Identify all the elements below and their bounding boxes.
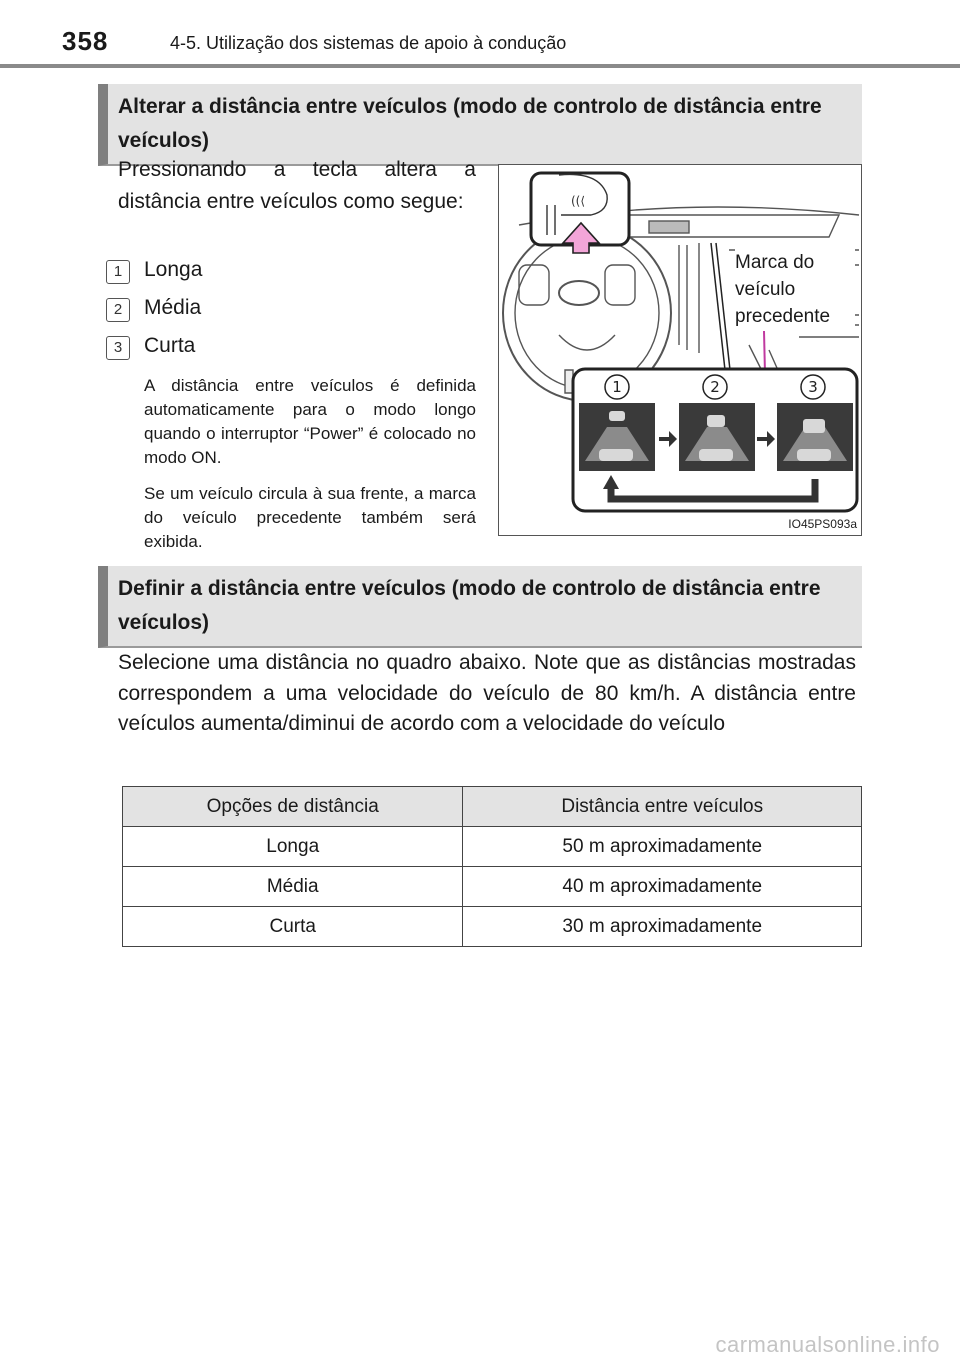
column-header: Distância entre veículos (463, 787, 862, 827)
note-auto-mode: A distância entre veículos é definida automaticamente para o modo longo quando o interruptor “Power” é colocado no modo ON. (144, 376, 476, 467)
column-header: Opções de distância (123, 787, 463, 827)
chapter-title: 4-5. Utilização dos sistemas de apoio à condução (170, 33, 567, 53)
watermark: carmanualsonline.info (715, 1332, 940, 1357)
number-badge: 2 (106, 298, 130, 322)
intro-paragraph: Pressionando a tecla altera a distância entre veículos como segue: (118, 158, 476, 213)
section-heading-alterar: Alterar a distância entre veículos (modo de controlo de distância entre veículos) (98, 84, 862, 166)
table-header-row (123, 787, 862, 827)
number-badge: 1 (106, 260, 130, 284)
distance-screens (579, 403, 853, 471)
page-number: 358 (62, 26, 109, 56)
cockpit-drawing (499, 165, 861, 535)
table-row (123, 907, 862, 947)
marker-2: 2 (710, 378, 720, 396)
marker-1: 1 (612, 378, 622, 396)
preceding-vehicle-label: Marca do veículo precedente (735, 249, 855, 330)
svg-text:((⟨: ((⟨ (571, 194, 586, 208)
list-label: Média (144, 296, 202, 319)
table-cell: Curta (123, 907, 463, 947)
table-cell: 50 m aproximadamente (463, 827, 862, 867)
distance-paragraph: Selecione uma distância no quadro abaixo. Note que as distâncias mostradas correspondem a uma velocidade do veículo de 80 km/h. A distância entre veículos aumenta/diminui de acordo com a velocidade do veículo (118, 651, 856, 735)
table-cell: Longa (123, 827, 463, 867)
marker-3: 3 (808, 378, 818, 396)
table-row (123, 867, 862, 907)
steering-wheel-illustration (498, 164, 862, 536)
list-label: Longa (144, 258, 203, 281)
list-label: Curta (144, 334, 196, 357)
section-heading-definir: Definir a distância entre veículos (modo de controlo de distância entre veículos) (98, 566, 862, 648)
figure-id: IO45PS093a (788, 517, 857, 531)
note-preceding-vehicle: Se um veículo circula à sua frente, a marca do veículo precedente também será exibida. (144, 484, 476, 551)
table-row (123, 827, 862, 867)
table-cell: 40 m aproximadamente (463, 867, 862, 907)
table-cell: Média (123, 867, 463, 907)
number-badge: 3 (106, 336, 130, 360)
table-cell: 30 m aproximadamente (463, 907, 862, 947)
distance-table (122, 786, 862, 947)
header-divider (0, 64, 960, 68)
